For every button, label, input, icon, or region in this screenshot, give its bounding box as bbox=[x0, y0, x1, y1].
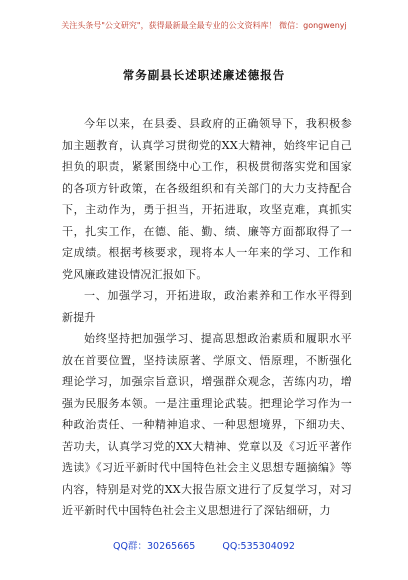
section-heading-1: 一、加强学习，开拓进取，政治素养和工作水平得到新提升 bbox=[62, 289, 352, 324]
document-title: 常务副县长述职述廉述德报告 bbox=[122, 68, 286, 82]
footer-qq-contact: QQ:535304092 bbox=[222, 541, 295, 552]
paragraph-section-1: 始终坚持把加强学习、提高思想政治素质和履职水平放在首要位置，坚持读原著、学原文、悟原理，不断强化理论学习，加强宗旨意识，增强群众观念，苦练内功，增强为民服务本领。一是注重理论武装。把理论学习作为一种政治责任、一种精神追求、一种思想境界，下细功夫、苦功夫，认真学习党的XX大精神、党章以及《习近平著作选读》《习近平新时代中国特色社会主义思想专题摘编》等内容，特别是对党的XX大报告原文进行了反复学习，对习近平新时代中国特色社会主义思想进行了深钻细研，力 bbox=[62, 332, 352, 517]
footer-contact bbox=[0, 538, 408, 552]
header-promo-note: 关注头条号"公文研究"，获得最新最全最专业的公文资料库！ 微信：gongwenyj bbox=[61, 21, 347, 30]
footer-qq-group: QQ群：30265665 bbox=[113, 541, 196, 552]
paragraph-intro: 今年以来，在县委、县政府的正确领导下，我积极参加主题教育，认真学习贯彻党的XX大精神，始终牢记自己担负的职责，紧紧围绕中心工作，积极贯彻落实党和国家的各项方针政策，在各级组织和有关部门的大力支持配合下，主动作为，勇于担当，开拓进取，攻坚克难，真抓实干，扎实工作，在德、能、勤、绩、廉等方面都取得了一定成绩。根据考核要求，现将本人一年来的学习、工作和党风廉政建设情况汇报如下。 bbox=[62, 117, 352, 281]
document-body bbox=[62, 113, 352, 522]
